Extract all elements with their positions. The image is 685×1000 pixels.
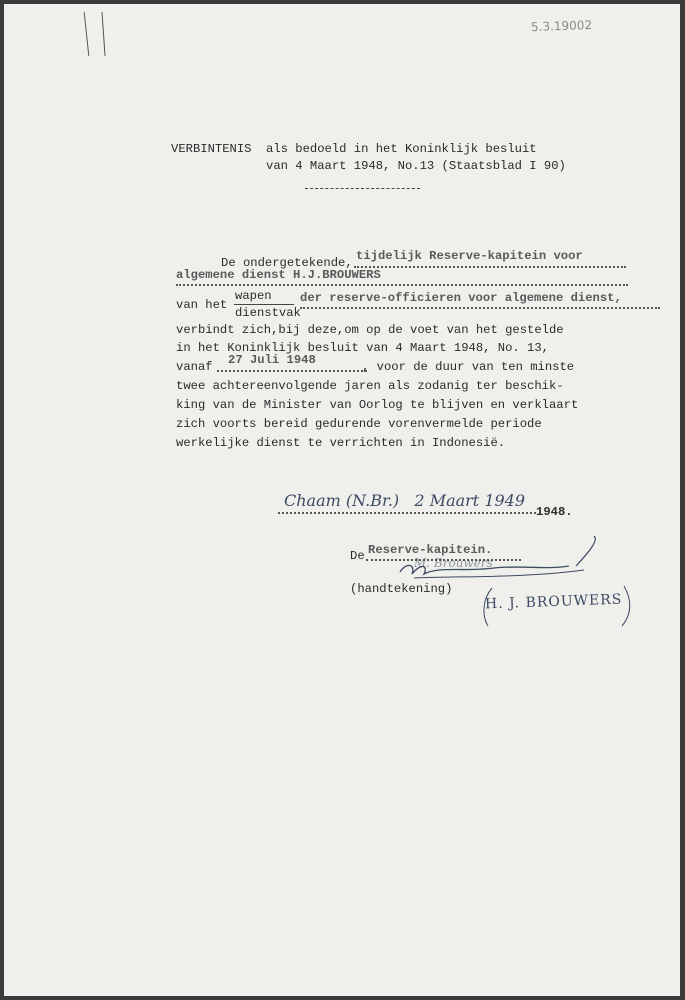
handwritten-place-date: Chaam (N.Br.) 2 Maart 1949 — [284, 491, 526, 510]
name-bracket-marks — [476, 582, 636, 632]
dotted-line — [176, 284, 628, 286]
body-line-10: werkelijke dienst te verrichten in Indonesië. — [176, 436, 506, 450]
body-line-1-prefix: De ondergetekende, — [221, 256, 353, 270]
dotted-line — [354, 266, 626, 268]
handwritten-name: H. J. BROUWERS — [484, 591, 623, 613]
body-line-7: twee achtereenvolgende jaren als zodanig ter beschik- — [176, 379, 564, 393]
body-line-4: verbindt zich,bij deze,om op de voet van het gestelde — [176, 323, 564, 337]
filled-rank: tijdelijk Reserve-kapitein voor — [356, 249, 583, 263]
filled-start-date: 27 Juli 1948 — [228, 353, 316, 367]
body-line-3-prefix: van het — [176, 298, 228, 312]
body-line-6-suffix: , voor de duur van ten minste — [362, 360, 575, 374]
body-line-6-prefix: vanaf — [176, 360, 213, 374]
signature-caption: (handtekening) — [350, 582, 453, 596]
body-line-9: zich voorts bereid gedurende vorenvermelde periode — [176, 417, 542, 431]
body-line-5: in het Koninklijk besluit van 4 Maart 1948, No. 13, — [176, 341, 549, 355]
staple-mark — [84, 12, 90, 56]
option-divider — [234, 304, 294, 305]
signature-prefix: De — [350, 549, 365, 563]
filled-corps: der reserve-officieren voor algemene dienst, — [300, 291, 622, 305]
handwritten-signature: M. Brouwers — [414, 556, 493, 570]
title-word: VERBINTENIS — [171, 142, 252, 156]
body-line-8: king van de Minister van Oorlog te blijven en verklaart — [176, 398, 579, 412]
header-line-2: van 4 Maart 1948, No.13 (Staatsblad I 90) — [266, 159, 566, 173]
filled-name: algemene dienst H.J.BROUWERS — [176, 268, 381, 282]
option-wapen: wapen — [235, 289, 272, 303]
dotted-line — [300, 307, 660, 309]
signature-rank: Reserve-kapitein. — [368, 543, 493, 557]
staple-mark — [101, 12, 105, 56]
dotted-line — [278, 512, 536, 514]
typed-year: 1948. — [536, 505, 573, 519]
document-page — [4, 4, 680, 996]
option-dienstvak: dienstvak — [235, 306, 301, 320]
header-line-1: als bedoeld in het Koninklijk besluit — [266, 142, 537, 156]
archive-number: 5.3.19002 — [530, 17, 593, 35]
header-divider — [305, 188, 420, 189]
dotted-line — [217, 370, 367, 372]
